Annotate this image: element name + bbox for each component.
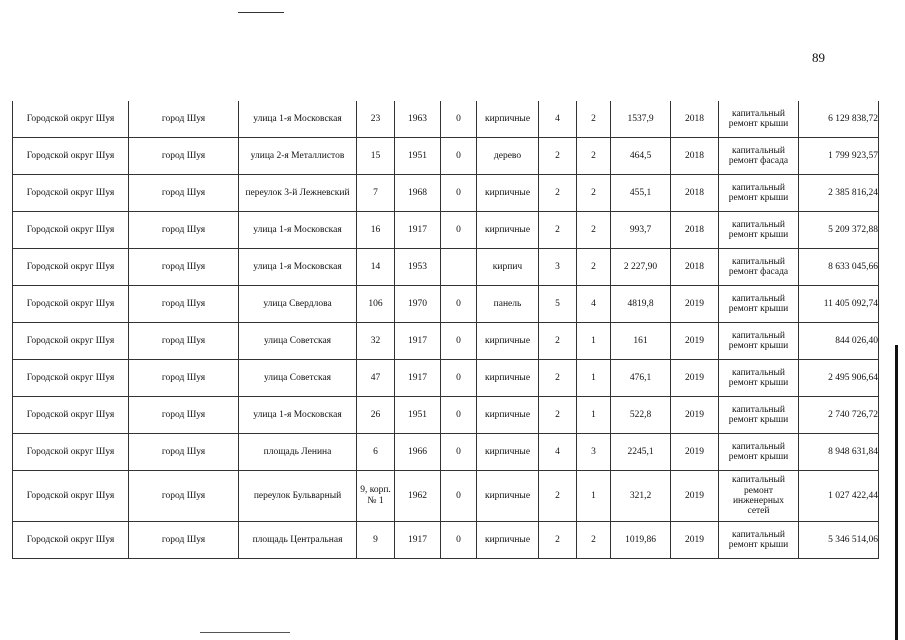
cell-street: улица 1-я Московская xyxy=(239,212,357,249)
cell-entrances: 1 xyxy=(577,323,611,360)
cell-material: дерево xyxy=(477,138,539,175)
cell-locality: город Шуя xyxy=(129,323,239,360)
table-row xyxy=(13,175,879,212)
cell-municipality: Городской округ Шуя xyxy=(13,286,129,323)
cell-street: переулок 3-й Лежневский xyxy=(239,175,357,212)
cell-work: капитальный ремонт фасада xyxy=(719,249,799,286)
cell-house: 32 xyxy=(357,323,395,360)
cell-entrances: 1 xyxy=(577,471,611,522)
cell-material: кирпичные xyxy=(477,434,539,471)
cell-year: 1917 xyxy=(395,360,441,397)
cell-locality: город Шуя xyxy=(129,101,239,138)
cell-year: 1917 xyxy=(395,323,441,360)
cell-col6: 0 xyxy=(441,175,477,212)
cell-material: кирпич xyxy=(477,249,539,286)
cell-street: площадь Ленина xyxy=(239,434,357,471)
cell-municipality: Городской округ Шуя xyxy=(13,397,129,434)
cell-plan-year: 2018 xyxy=(671,249,719,286)
cell-area: 476,1 xyxy=(611,360,671,397)
cell-material: кирпичные xyxy=(477,522,539,559)
cell-col6: 0 xyxy=(441,434,477,471)
cell-year: 1963 xyxy=(395,101,441,138)
cell-floors: 2 xyxy=(539,323,577,360)
cell-cost: 8 948 631,84 xyxy=(799,434,879,471)
table-row xyxy=(13,397,879,434)
cell-material: кирпичные xyxy=(477,397,539,434)
cell-year: 1962 xyxy=(395,471,441,522)
cell-entrances: 2 xyxy=(577,212,611,249)
cell-municipality: Городской округ Шуя xyxy=(13,101,129,138)
cell-plan-year: 2018 xyxy=(671,138,719,175)
cell-material: кирпичные xyxy=(477,101,539,138)
cell-plan-year: 2019 xyxy=(671,522,719,559)
cell-area: 2 227,90 xyxy=(611,249,671,286)
cell-floors: 2 xyxy=(539,397,577,434)
cell-house: 6 xyxy=(357,434,395,471)
cell-house: 47 xyxy=(357,360,395,397)
cell-locality: город Шуя xyxy=(129,522,239,559)
page-number: 89 xyxy=(812,50,825,65)
cell-floors: 2 xyxy=(539,360,577,397)
cell-locality: город Шуя xyxy=(129,286,239,323)
cell-plan-year: 2019 xyxy=(671,323,719,360)
table-row xyxy=(13,212,879,249)
table-row xyxy=(13,323,879,360)
cell-house: 106 xyxy=(357,286,395,323)
cell-col6: 0 xyxy=(441,138,477,175)
cell-area: 161 xyxy=(611,323,671,360)
cell-year: 1917 xyxy=(395,522,441,559)
cell-area: 993,7 xyxy=(611,212,671,249)
table-row xyxy=(13,471,879,522)
cell-plan-year: 2018 xyxy=(671,212,719,249)
cell-col6: 0 xyxy=(441,101,477,138)
cell-cost: 8 633 045,66 xyxy=(799,249,879,286)
cell-municipality: Городской округ Шуя xyxy=(13,471,129,522)
housing-repair-table xyxy=(12,101,879,559)
cell-col6 xyxy=(441,249,477,286)
cell-material: кирпичные xyxy=(477,471,539,522)
cell-material: кирпичные xyxy=(477,323,539,360)
cell-area: 464,5 xyxy=(611,138,671,175)
cell-cost: 1 799 923,57 xyxy=(799,138,879,175)
cell-municipality: Городской округ Шуя xyxy=(13,212,129,249)
cell-cost: 1 027 422,44 xyxy=(799,471,879,522)
cell-year: 1951 xyxy=(395,397,441,434)
cell-area: 455,1 xyxy=(611,175,671,212)
cell-year: 1970 xyxy=(395,286,441,323)
cell-entrances: 1 xyxy=(577,360,611,397)
cell-plan-year: 2019 xyxy=(671,434,719,471)
cell-street: улица Свердлова xyxy=(239,286,357,323)
table-row xyxy=(13,249,879,286)
cell-work: капитальный ремонт инженерных сетей xyxy=(719,471,799,522)
cell-year: 1968 xyxy=(395,175,441,212)
cell-col6: 0 xyxy=(441,286,477,323)
cell-street: улица 1-я Московская xyxy=(239,397,357,434)
table-row xyxy=(13,286,879,323)
cell-entrances: 1 xyxy=(577,397,611,434)
cell-plan-year: 2019 xyxy=(671,360,719,397)
cell-street: улица 1-я Московская xyxy=(239,101,357,138)
cell-street: улица Советская xyxy=(239,360,357,397)
cell-cost: 2 385 816,24 xyxy=(799,175,879,212)
top-scan-mark xyxy=(238,12,284,13)
cell-material: панель xyxy=(477,286,539,323)
cell-cost: 844 026,40 xyxy=(799,323,879,360)
cell-floors: 2 xyxy=(539,522,577,559)
cell-work: капитальный ремонт крыши xyxy=(719,286,799,323)
cell-cost: 5 209 372,88 xyxy=(799,212,879,249)
cell-locality: город Шуя xyxy=(129,397,239,434)
cell-work: капитальный ремонт крыши xyxy=(719,175,799,212)
cell-municipality: Городской округ Шуя xyxy=(13,138,129,175)
cell-street: площадь Центральная xyxy=(239,522,357,559)
cell-col6: 0 xyxy=(441,212,477,249)
cell-area: 522,8 xyxy=(611,397,671,434)
cell-floors: 2 xyxy=(539,471,577,522)
cell-plan-year: 2019 xyxy=(671,397,719,434)
cell-col6: 0 xyxy=(441,522,477,559)
cell-year: 1953 xyxy=(395,249,441,286)
cell-year: 1917 xyxy=(395,212,441,249)
cell-house: 23 xyxy=(357,101,395,138)
table-row xyxy=(13,434,879,471)
cell-house: 14 xyxy=(357,249,395,286)
cell-cost: 2 740 726,72 xyxy=(799,397,879,434)
cell-entrances: 4 xyxy=(577,286,611,323)
cell-col6: 0 xyxy=(441,323,477,360)
scan-edge-bar xyxy=(895,345,898,640)
cell-locality: город Шуя xyxy=(129,471,239,522)
cell-municipality: Городской округ Шуя xyxy=(13,360,129,397)
cell-house: 26 xyxy=(357,397,395,434)
cell-floors: 3 xyxy=(539,249,577,286)
table-row xyxy=(13,138,879,175)
cell-material: кирпичные xyxy=(477,212,539,249)
cell-municipality: Городской округ Шуя xyxy=(13,323,129,360)
cell-street: улица 2-я Металлистов xyxy=(239,138,357,175)
bottom-scan-mark xyxy=(200,632,290,633)
cell-entrances: 2 xyxy=(577,101,611,138)
cell-material: кирпичные xyxy=(477,175,539,212)
cell-street: переулок Бульварный xyxy=(239,471,357,522)
cell-locality: город Шуя xyxy=(129,138,239,175)
cell-municipality: Городской округ Шуя xyxy=(13,522,129,559)
cell-col6: 0 xyxy=(441,471,477,522)
cell-locality: город Шуя xyxy=(129,212,239,249)
cell-work: капитальный ремонт фасада xyxy=(719,138,799,175)
cell-floors: 5 xyxy=(539,286,577,323)
cell-street: улица Советская xyxy=(239,323,357,360)
table-row xyxy=(13,522,879,559)
cell-house: 7 xyxy=(357,175,395,212)
cell-area: 1019,86 xyxy=(611,522,671,559)
cell-floors: 4 xyxy=(539,434,577,471)
cell-area: 2245,1 xyxy=(611,434,671,471)
cell-house: 15 xyxy=(357,138,395,175)
cell-material: кирпичные xyxy=(477,360,539,397)
cell-plan-year: 2019 xyxy=(671,471,719,522)
cell-house: 9 xyxy=(357,522,395,559)
cell-col6: 0 xyxy=(441,360,477,397)
cell-work: капитальный ремонт крыши xyxy=(719,323,799,360)
cell-area: 4819,8 xyxy=(611,286,671,323)
cell-area: 321,2 xyxy=(611,471,671,522)
cell-cost: 5 346 514,06 xyxy=(799,522,879,559)
cell-municipality: Городской округ Шуя xyxy=(13,434,129,471)
cell-house: 9, корп. № 1 xyxy=(357,471,395,522)
cell-year: 1966 xyxy=(395,434,441,471)
cell-plan-year: 2018 xyxy=(671,101,719,138)
cell-floors: 4 xyxy=(539,101,577,138)
cell-locality: город Шуя xyxy=(129,360,239,397)
cell-entrances: 3 xyxy=(577,434,611,471)
cell-entrances: 2 xyxy=(577,522,611,559)
table-row xyxy=(13,101,879,138)
cell-cost: 6 129 838,72 xyxy=(799,101,879,138)
cell-floors: 2 xyxy=(539,212,577,249)
cell-work: капитальный ремонт крыши xyxy=(719,212,799,249)
cell-area: 1537,9 xyxy=(611,101,671,138)
cell-year: 1951 xyxy=(395,138,441,175)
cell-col6: 0 xyxy=(441,397,477,434)
cell-work: капитальный ремонт крыши xyxy=(719,101,799,138)
cell-cost: 2 495 906,64 xyxy=(799,360,879,397)
table-row xyxy=(13,360,879,397)
cell-work: капитальный ремонт крыши xyxy=(719,360,799,397)
cell-entrances: 2 xyxy=(577,249,611,286)
cell-locality: город Шуя xyxy=(129,249,239,286)
cell-municipality: Городской округ Шуя xyxy=(13,249,129,286)
cell-work: капитальный ремонт крыши xyxy=(719,397,799,434)
cell-locality: город Шуя xyxy=(129,175,239,212)
cell-cost: 11 405 092,74 xyxy=(799,286,879,323)
cell-entrances: 2 xyxy=(577,175,611,212)
cell-plan-year: 2018 xyxy=(671,175,719,212)
cell-municipality: Городской округ Шуя xyxy=(13,175,129,212)
cell-floors: 2 xyxy=(539,175,577,212)
cell-locality: город Шуя xyxy=(129,434,239,471)
cell-house: 16 xyxy=(357,212,395,249)
cell-work: капитальный ремонт крыши xyxy=(719,522,799,559)
cell-entrances: 2 xyxy=(577,138,611,175)
cell-floors: 2 xyxy=(539,138,577,175)
cell-work: капитальный ремонт крыши xyxy=(719,434,799,471)
cell-street: улица 1-я Московская xyxy=(239,249,357,286)
cell-plan-year: 2019 xyxy=(671,286,719,323)
